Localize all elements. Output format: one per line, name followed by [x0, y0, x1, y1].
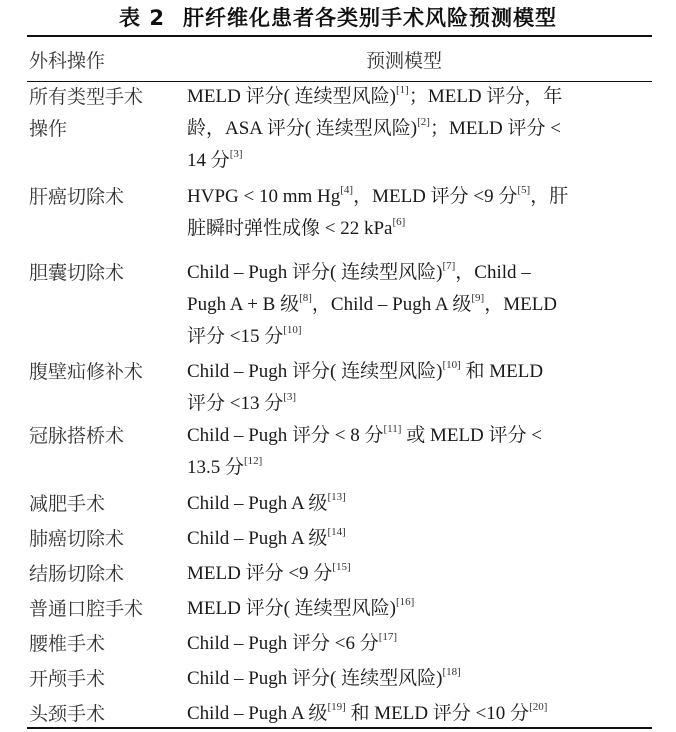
model-cell [187, 81, 642, 177]
citation-ref: [1] [395, 84, 409, 96]
surgery-cell [29, 593, 184, 625]
model-line: 14 分[3] [187, 148, 243, 171]
surgery-line: 腹壁疝修补术 [29, 361, 144, 383]
citation-ref: [14] [327, 526, 346, 538]
surgery-cell [29, 81, 184, 145]
model-line: MELD 评分( 连续型风险)[1]；MELD 评分，年 [187, 84, 563, 107]
surgery-cell [29, 698, 184, 730]
surgery-cell [29, 488, 184, 520]
surgery-cell [29, 257, 184, 289]
model-line: 13.5 分[12] [187, 455, 263, 478]
citation-ref: [4] [340, 184, 354, 196]
model-cell [187, 698, 642, 730]
citation-ref: [7] [442, 260, 456, 272]
citation-ref: [17] [378, 631, 398, 643]
model-cell [187, 257, 642, 353]
surgery-line: 普通口腔手术 [29, 598, 144, 620]
model-line: Child – Pugh 评分( 连续型风险)[10] 和 MELD [187, 359, 544, 382]
surgery-line: 腰椎手术 [29, 633, 106, 655]
citation-ref: [8] [299, 292, 312, 304]
citation-ref: [18] [442, 666, 461, 678]
surgery-cell [29, 420, 184, 452]
citation-ref: [3] [229, 148, 243, 160]
model-line: Child – Pugh A 级[14] [187, 526, 346, 549]
model-cell [187, 628, 642, 660]
surgery-line: 操作 [29, 118, 68, 140]
citation-ref: [3] [283, 391, 297, 403]
column-header-surgery: 外科操作 [29, 50, 106, 72]
model-line: Child – Pugh 评分( 连续型风险)[18] [187, 666, 461, 689]
surgery-cell [29, 558, 184, 590]
citation-ref: [16] [395, 596, 415, 608]
model-cell [187, 181, 642, 245]
citation-ref: [11] [383, 423, 402, 435]
citation-ref: [13] [327, 491, 346, 503]
model-line: Pugh A + B 级[8]，Child – Pugh A 级[9]，MELD [187, 292, 558, 315]
model-line: Child – Pugh A 级[19] 和 MELD 评分 <10 分[20] [187, 701, 548, 724]
model-cell [187, 558, 642, 590]
surgery-line: 冠脉搭桥术 [29, 425, 125, 447]
surgery-cell [29, 181, 184, 213]
citation-ref: [10] [442, 359, 461, 371]
top-rule [27, 35, 652, 37]
citation-ref: [15] [332, 561, 351, 573]
citation-ref: [19] [327, 701, 346, 713]
surgery-line: 胆囊切除术 [29, 262, 125, 284]
model-line: MELD 评分( 连续型风险)[16] [187, 596, 415, 619]
surgery-cell [29, 663, 184, 695]
surgery-line: 开颅手术 [29, 668, 106, 690]
bottom-rule [27, 727, 652, 729]
table-number: 表 2 [119, 6, 165, 30]
citation-ref: [2] [417, 116, 430, 128]
model-line: Child – Pugh A 级[13] [187, 491, 346, 514]
citation-ref: [10] [283, 324, 302, 336]
model-cell [187, 488, 642, 520]
model-line: 评分 <15 分[10] [187, 324, 302, 347]
surgery-cell [29, 356, 184, 388]
surgery-cell [29, 628, 184, 660]
model-line: HVPG < 10 mm Hg[4]，MELD 评分 <9 分[5]，肝 [187, 184, 569, 207]
surgery-line: 肝癌切除术 [29, 186, 125, 208]
model-line: 评分 <13 分[3] [187, 391, 297, 414]
surgery-line: 所有类型手术 [29, 86, 144, 108]
model-cell [187, 356, 642, 420]
surgery-line: 肺癌切除术 [29, 528, 125, 550]
surgery-line: 结肠切除术 [29, 563, 125, 585]
model-line: Child – Pugh 评分 <6 分[17] [187, 631, 398, 654]
table-title: 肝纤维化患者各类别手术风险预测模型 [182, 6, 557, 30]
citation-ref: [20] [529, 701, 548, 713]
model-cell [187, 420, 642, 484]
model-line: Child – Pugh 评分 < 8 分[11] 或 MELD 评分 < [187, 423, 542, 446]
model-cell [187, 593, 642, 625]
model-line: 脏瞬时弹性成像 < 22 kPa[6] [187, 216, 406, 239]
surgery-cell [29, 523, 184, 555]
surgery-line: 减肥手术 [29, 493, 106, 515]
model-cell [187, 523, 642, 555]
citation-ref: [12] [244, 455, 263, 467]
surgery-line: 头颈手术 [29, 703, 106, 725]
model-cell [187, 663, 642, 695]
model-line: 龄，ASA 评分( 连续型风险)[2]；MELD 评分 < [187, 116, 561, 139]
citation-ref: [9] [471, 292, 485, 304]
citation-ref: [5] [517, 184, 531, 196]
citation-ref: [6] [392, 216, 406, 228]
column-header-model: 预测模型 [366, 50, 443, 72]
model-line: Child – Pugh 评分( 连续型风险)[7]，Child – [187, 260, 531, 283]
model-line: MELD 评分 <9 分[15] [187, 561, 351, 584]
table-caption [0, 2, 676, 32]
